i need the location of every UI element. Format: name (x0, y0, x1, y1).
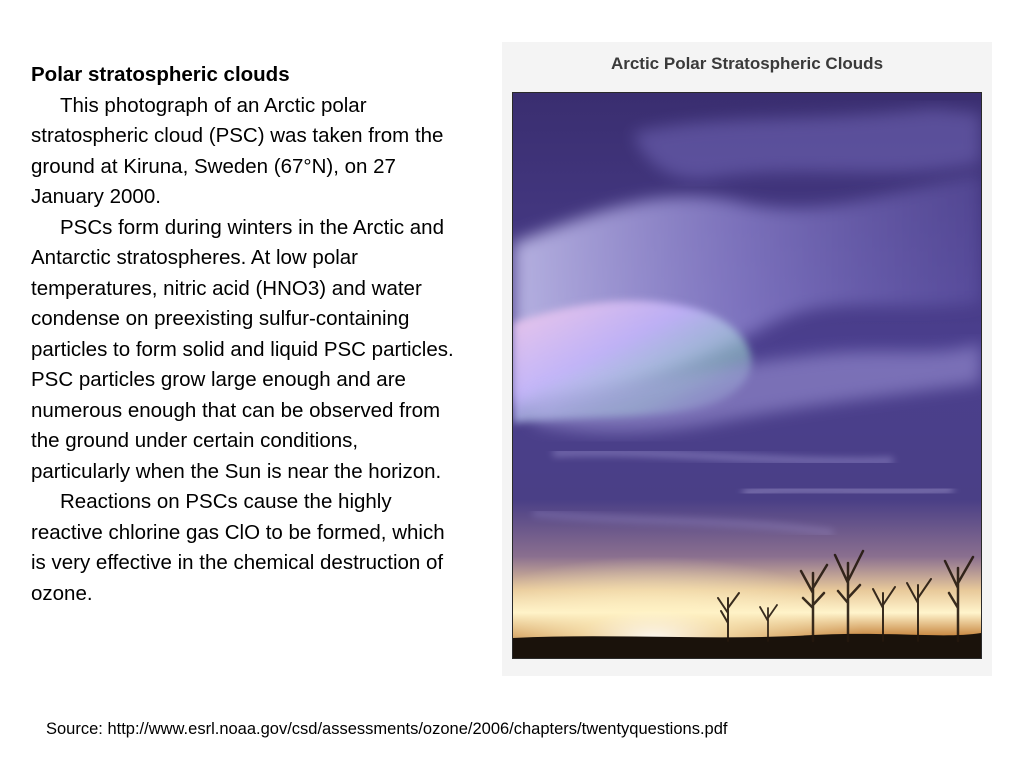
article-paragraph-1: This photograph of an Arctic polar stratospheric cloud (PSC) was taken from the ground at Kiruna, Sweden (67°N), on 27 January 2000. (31, 93, 444, 208)
article-paragraph-2: PSCs form during winters in the Arctic and Antarctic stratospheres. At low polar temperatures, nitric acid (HNO3) and water condense on preexisting sulfur-containing particles to form solid and liquid PSC particles. PSC particles grow large enough and are numerous enough that can be observed from the ground under certain conditions, particularly when the Sun is near the horizon. (31, 215, 454, 483)
article-heading: Polar stratospheric clouds (31, 63, 290, 86)
photo-figure (502, 42, 992, 676)
source-citation: Source: http://www.esrl.noaa.gov/csd/assessments/ozone/2006/chapters/twentyquestions.pdf (46, 720, 728, 738)
article-text (31, 60, 461, 609)
figure-title: Arctic Polar Stratospheric Clouds (610, 54, 884, 73)
article-paragraph-3: Reactions on PSCs cause the highly reactive chlorine gas ClO to be formed, which is very effective in the chemical destruction of ozone. (31, 490, 445, 605)
cloud-photograph (512, 92, 982, 659)
cloud-photo-illustration (513, 93, 981, 658)
